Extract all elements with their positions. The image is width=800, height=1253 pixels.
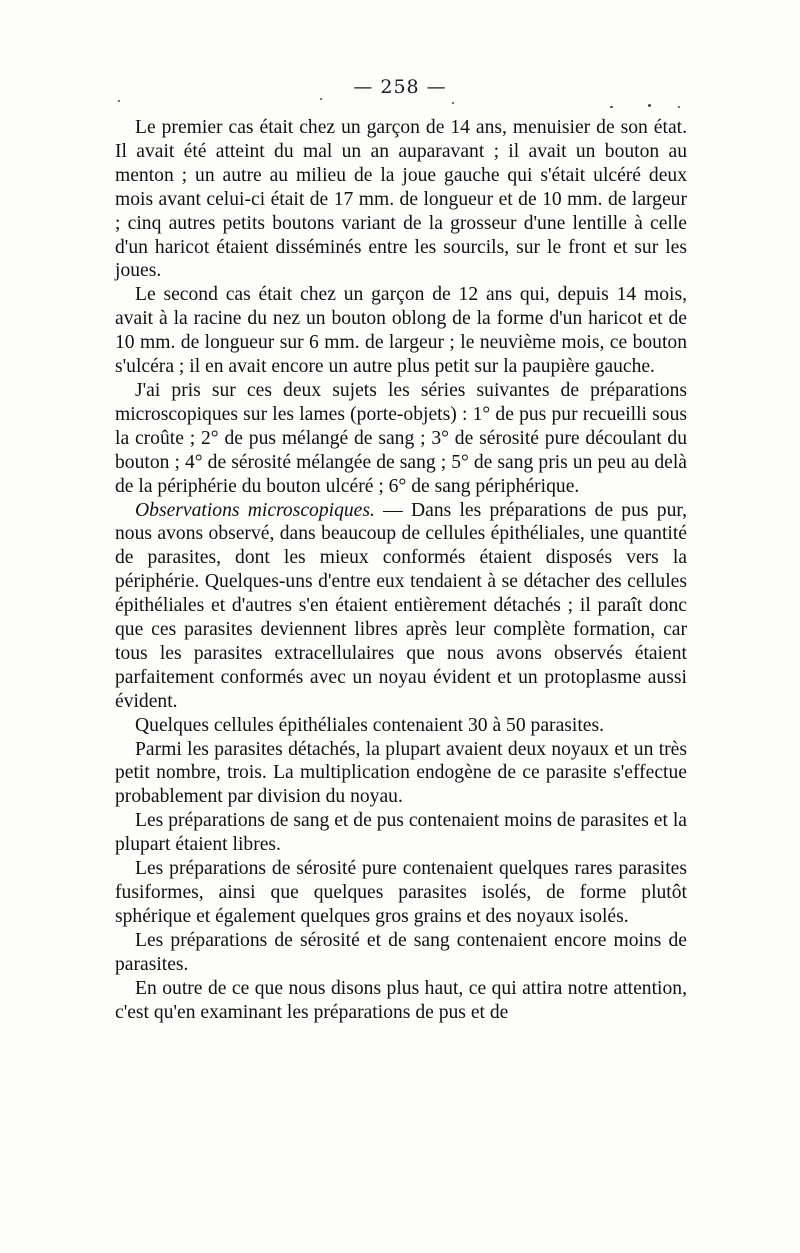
- paragraph: Les préparations de sérosité pure contenaient quelques rares parasites fusiformes, ainsi que quelques parasites isolés, de forme plutôt sphérique et également quelques gros grains et des noyaux isolés.: [115, 858, 687, 927]
- scan-speck: [610, 106, 613, 108]
- paragraph: Quelques cellules épithéliales contenaient 30 à 50 parasites.: [135, 714, 604, 736]
- paragraph-text: — Dans les préparations de pus pur, nous avons observé, dans beaucoup de cellules épithéliales, une quantité de parasites, dont les mieux conformés étaient disposés vers la périphérie. Quelques-uns d'entre eux tendaient à se détacher des cellules épithéliales et d'autres s'en étaient entièrement détachés ; il paraît donc que ces parasites deviennent libres après leur complète formation, car tous les parasites extracellulaires que nous avons observés étaient parfaitement conformés avec un noyau évident et un protoplasme aussi évident.: [115, 499, 688, 712]
- paragraph: Le second cas était chez un garçon de 12 ans qui, depuis 14 mois, avait à la racine du nez un bouton oblong de la forme d'un haricot et de 10 mm. de longueur sur 6 mm. de largeur ; le neuvième mois, ce bouton s'ulcéra ; il en avait encore un autre plus petit sur la paupière gauche.: [115, 284, 687, 378]
- scan-speck: [452, 102, 454, 104]
- paragraph: Le premier cas était chez un garçon de 14 ans, menuisier de son état. Il avait été atteint du mal un an auparavant ; il avait un bouton au menton ; un autre au milieu de la joue gauche qui s'était ulcéré deux mois avant celui-ci était de 17 mm. de longueur et de 10 mm. de largeur ; cinq autres petits boutons variant de la grosseur d'une lentille à celle d'un haricot étaient disséminés entre les sourcils, sur le front et sur les joues.: [115, 117, 687, 282]
- paragraph: Parmi les parasites détachés, la plupart avaient deux noyaux et un très petit nombre, trois. La multiplication endogène de ce parasite s'effectue probablement par division du noyau.: [115, 738, 687, 808]
- paragraph: [115, 499, 687, 714]
- scan-speck: [678, 106, 680, 108]
- scan-speck: [648, 104, 651, 107]
- scan-speck: [320, 98, 322, 100]
- body-text: [115, 116, 687, 1024]
- paragraph: J'ai pris sur ces deux sujets les séries suivantes de préparations microscopiques sur les lames (porte-objets) : 1° de pus pur recueilli sous la croûte ; 2° de pus mélangé de sang ; 3° de sérosité pure découlant du bouton ; 4° de sérosité mélangée de sang ; 5° de sang pris un peu au delà de la périphérie du bouton ulcéré ; 6° de sang périphérique.: [115, 379, 687, 497]
- paragraph: En outre de ce que nous disons plus haut, ce qui attira notre attention, c'est qu'en examinant les préparations de pus et de: [115, 977, 687, 1023]
- paragraph: Les préparations de sérosité et de sang contenaient encore moins de parasites.: [115, 929, 687, 975]
- paragraph: Les préparations de sang et de pus contenaient moins de parasites et la plupart étaient libres.: [115, 810, 687, 856]
- page-number: — 258 —: [353, 76, 447, 98]
- section-lead: Observations microscopiques.: [135, 499, 375, 521]
- scan-speck: [118, 100, 120, 102]
